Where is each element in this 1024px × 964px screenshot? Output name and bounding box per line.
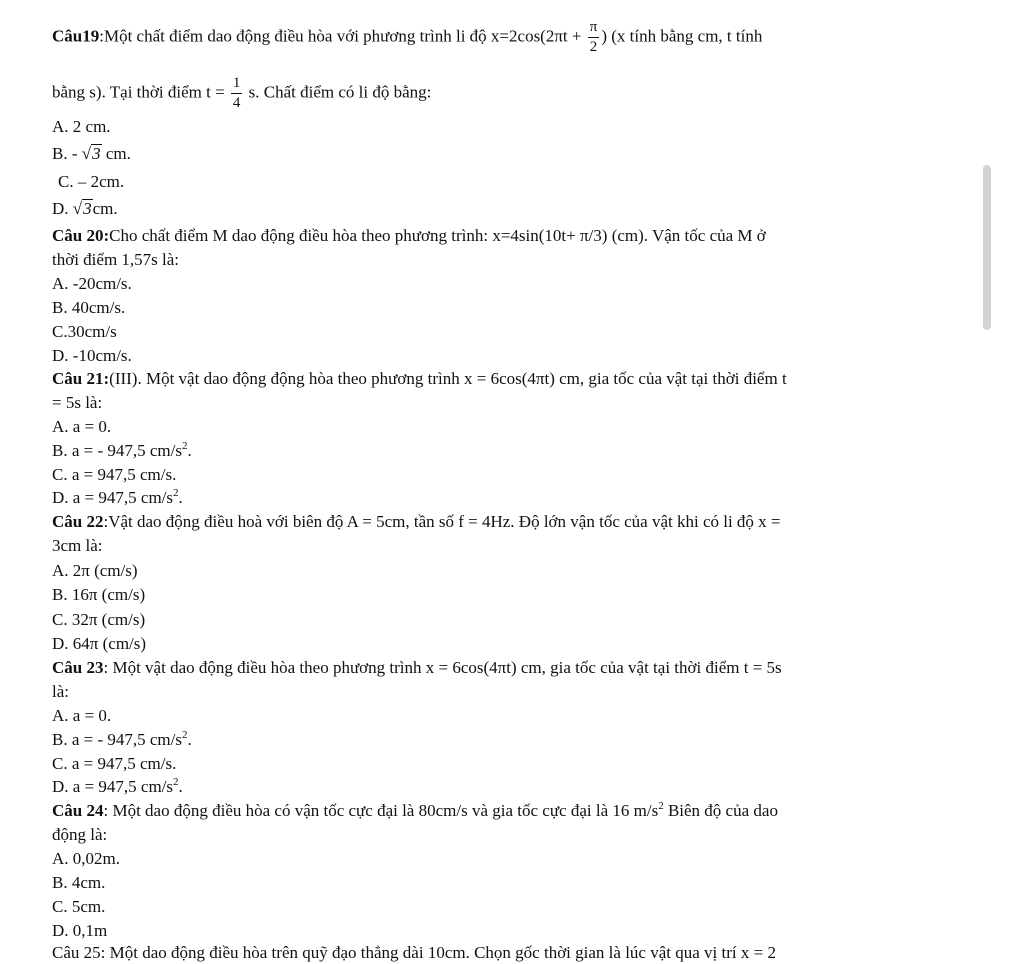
question-19-line-1 (52, 20, 762, 55)
q23-option-a: A. a = 0. (52, 706, 112, 725)
q20-option-c: C.30cm/s (52, 322, 117, 341)
q23-option-d: D. a = 947,5 $cm/s^2$. (52, 776, 183, 796)
question-24-line-1: Câu 24: Một dao động điều hòa có vận tốc cực đại là 80cm/s và gia tốc cực đại là 16 $m/s^2$ Biên độ của dao (52, 800, 778, 820)
question-19-text: :Một chất điểm dao động điều hòa với phương trình li độ x=2cos(2πt + (99, 26, 582, 46)
one-quarter-fraction: $\frac{1}{4}$ (232, 75, 241, 111)
question-24-line-2: động là: (52, 825, 108, 844)
question-23-line-1 (52, 657, 782, 679)
question-20-text: Cho chất điểm M dao động điều hòa theo phương trình: x=4sin(10t+ π/3) (cm). Vận tốc của M ở (109, 226, 766, 245)
q19-option-b: B. - √3 cm. (52, 144, 131, 163)
question-20-line-2: thời điểm 1,57s là: (52, 250, 180, 269)
q21-option-d: D. a = 947,5 $cm/s^2$. (52, 487, 183, 507)
q20-option-a: A. -20cm/s. (52, 274, 132, 293)
question-24-label: Câu 24 (52, 801, 104, 820)
question-21-label: Câu 21: (52, 369, 110, 388)
question-19-text-line2b: s. Chất điểm có li độ bằng: (248, 82, 432, 102)
sqrt-3-symbol: √3 (72, 199, 92, 218)
question-22-text: :Vật dao động điều hoà với biên độ A = 5cm, tần số f = 4Hz. Độ lớn vận tốc của vật khi có li độ x = (103, 512, 781, 531)
q21-option-a: A. a = 0. (52, 417, 112, 436)
question-21-line-1 (52, 368, 787, 390)
question-22-line-2: 3cm là: (52, 536, 103, 555)
question-23-text: : Một vật dao động điều hòa theo phương trình x = 6cos(4πt) cm, gia tốc của vật tại thời điểm t = 5s (103, 658, 782, 677)
q21-option-b: B. a = - 947,5 $cm/s^2$. (52, 440, 192, 460)
q23-option-b: B. a = - 947,5 $cm/s^2$. (52, 729, 192, 749)
sqrt-3-symbol: √3 (81, 144, 101, 163)
q22-option-a: A. 2π (cm/s) (52, 561, 138, 580)
question-22-line-1 (52, 511, 781, 533)
q22-option-d: D. 64π (cm/s) (52, 634, 147, 653)
question-23-line-2: là: (52, 682, 69, 701)
q22-option-b: B. 16π (cm/s) (52, 585, 146, 604)
question-19-text-line2: bằng s). Tại thời điểm t = (52, 82, 225, 102)
question-25-partial-line: Câu 25: Một dao động điều hòa trên quỹ đạo thẳng dài 10cm. Chọn gốc thời gian là lúc vật qua vị trí x = 2 (52, 943, 776, 962)
question-24-text: : Một dao động điều hòa có vận tốc cực đại là 80cm/s và gia tốc cực đại là 16 m/s (103, 801, 659, 820)
question-23-label: Câu 23 (52, 658, 104, 677)
q22-option-c: C. 32π (cm/s) (52, 610, 146, 629)
q19-option-d: D. √3cm. (52, 199, 118, 218)
pi-over-2-fraction: $\frac{\pi}{2}$ (589, 19, 598, 55)
question-21-line-2: = 5s là: (52, 393, 103, 412)
q24-option-a: A. 0,02m. (52, 849, 120, 868)
q21-option-c: C. a = 947,5 cm/s. (52, 465, 177, 484)
question-19-label: Câu19 (52, 26, 100, 46)
q19-option-c: C. – 2cm. (58, 172, 125, 191)
question-20-line-1 (52, 225, 766, 247)
question-19-text-cont: ) (x tính bằng cm, t tính (601, 26, 763, 46)
question-20-label: Câu 20: (52, 226, 110, 245)
q24-option-d: D. 0,1m (52, 921, 108, 940)
question-22-label: Câu 22 (52, 512, 104, 531)
vertical-scrollbar-thumb[interactable] (983, 165, 991, 330)
q20-option-b: B. 40cm/s. (52, 298, 126, 317)
q19-option-a: A. 2 cm. (52, 117, 111, 136)
q24-option-c: C. 5cm. (52, 897, 106, 916)
q23-option-c: C. a = 947,5 cm/s. (52, 754, 177, 773)
q24-option-b: B. 4cm. (52, 873, 106, 892)
q20-option-d: D. -10cm/s. (52, 346, 132, 365)
question-19-line-2 (52, 76, 431, 111)
question-21-text: (III). Một vật dao động động hòa theo phương trình x = 6cos(4πt) cm, gia tốc của vật tại thời điểm t (109, 369, 787, 388)
